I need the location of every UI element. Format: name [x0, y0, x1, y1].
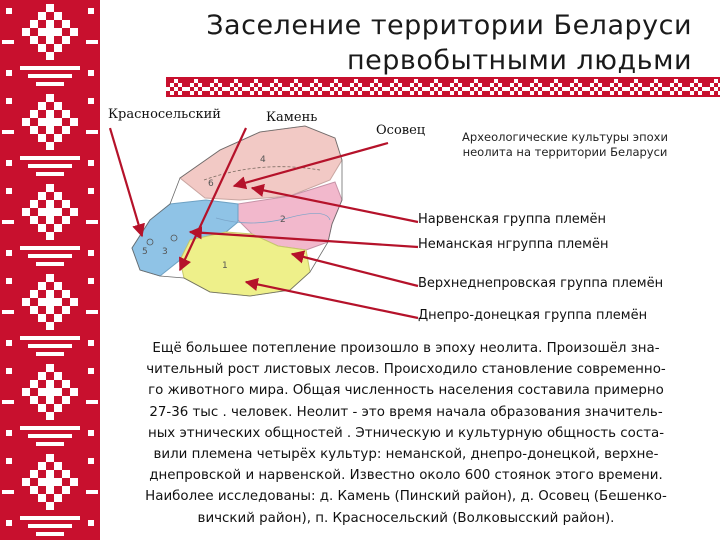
body-line: вили племена четырёх культур: неманской, днепро-донецкой, верхне- [153, 447, 659, 463]
map-regions [132, 126, 342, 296]
body-paragraph [100, 338, 712, 529]
region-number-1: 1 [222, 261, 228, 271]
body-line: 27-36 тыс . человек. Неолит - это время начала образования значитель- [149, 404, 663, 420]
site-label-osovets: Осовец [376, 123, 426, 138]
ornament-border-top [166, 77, 720, 97]
region-number-2: 2 [280, 215, 286, 225]
ornament-border-left [0, 0, 100, 540]
body-line: Наиболее исследованы: д. Камень (Пинский район), д. Осовец (Бешенко- [145, 489, 667, 505]
region-number-3: 3 [162, 247, 168, 257]
group-label-upper-dnieper: Верхнеднепровская группа племён [418, 276, 664, 291]
body-line: чительный рост листовых лесов. Происходило становление современно- [146, 362, 666, 378]
group-label-neman: Неманская нгруппа племён [418, 237, 609, 252]
region-number-5: 5 [142, 247, 148, 257]
region-number-6: 6 [208, 179, 214, 189]
neolithic-cultures-map [110, 120, 470, 310]
map-caption: Археологические культуры эпохи неолита на территории Беларуси [462, 130, 668, 159]
body-line: днепровской и нарвенской. Известно около 600 стоянок этого времени. [149, 468, 663, 484]
body-line: ных этнических общностей . Этническую и культурную общность соста- [147, 425, 665, 441]
title-line-1: Заселение территории Беларуси [206, 10, 692, 41]
site-label-krasnoselsky: Красносельский [108, 107, 221, 122]
title-line-2: первобытными людьми [347, 45, 692, 76]
body-line: го животного мира. Общая численность населения составила примерно [148, 383, 664, 399]
group-label-dnieper-donets: Днепро-донецкая группа племён [418, 308, 648, 323]
region-number-4: 4 [260, 155, 266, 165]
slide-title [206, 8, 692, 78]
body-line: Ещё большее потепление произошло в эпоху неолита. Произошёл зна- [152, 341, 660, 356]
body-line: вичский район), п. Красносельский (Волковысский район). [197, 510, 615, 526]
site-label-kamen: Камень [266, 110, 318, 125]
group-label-narva: Нарвенская группа племён [418, 212, 607, 227]
